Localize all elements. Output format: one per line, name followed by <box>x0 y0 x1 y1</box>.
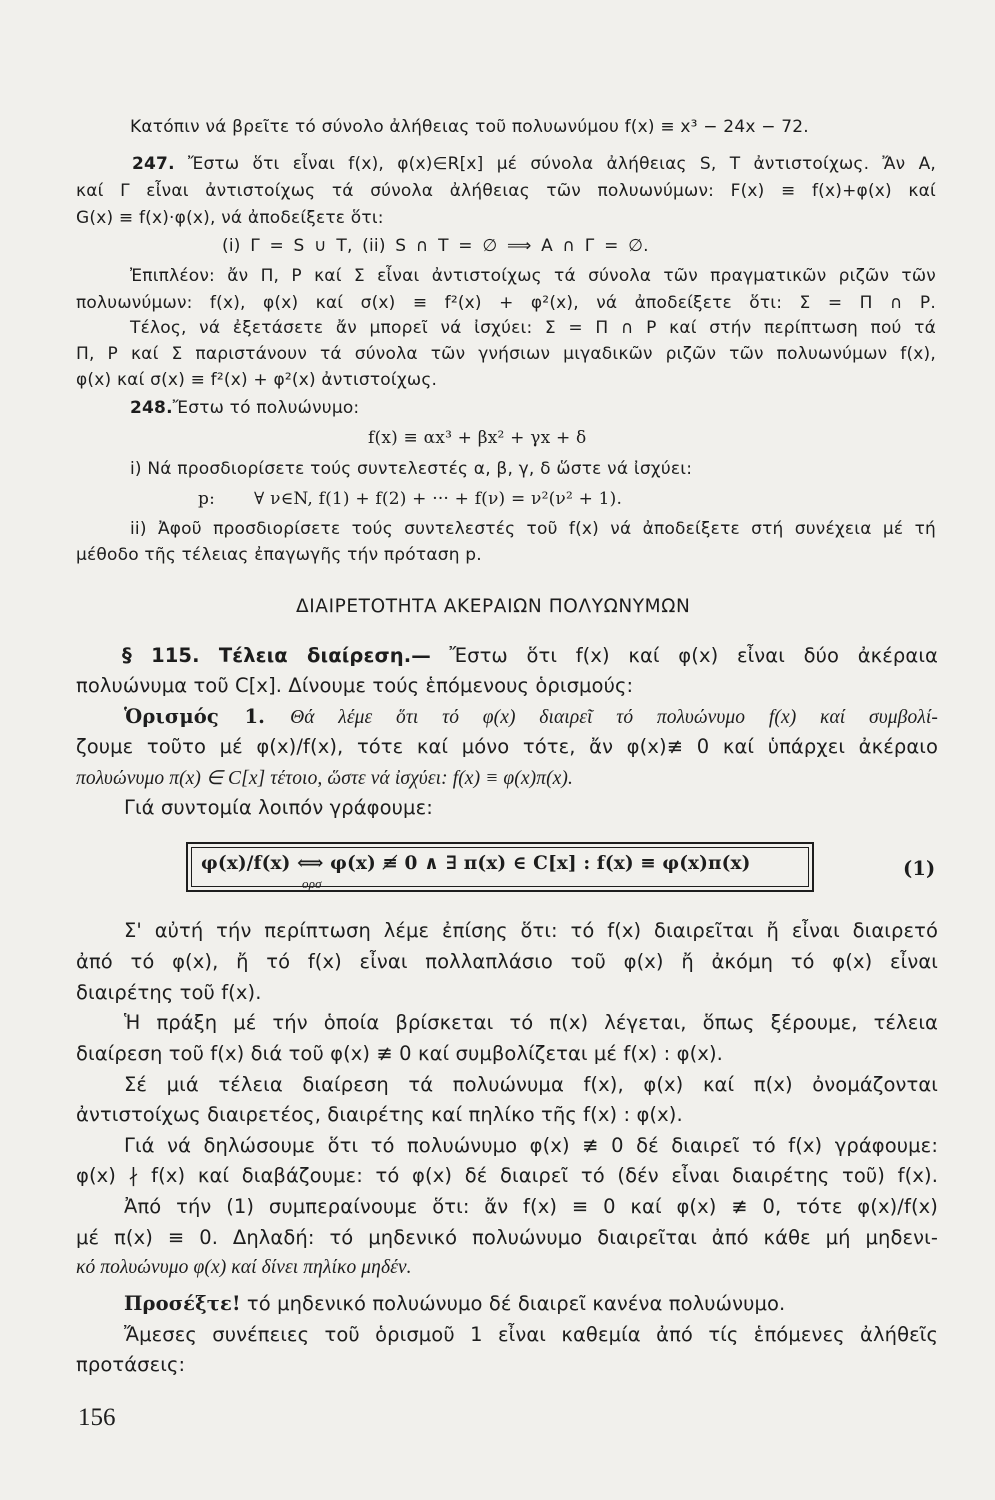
note-label: Προσέξτε! <box>124 1292 241 1315</box>
paragraph-4-line-2: φ(x) ∤ f(x) καί διαβάζουμε: τό φ(x) δέ διαιρεῖ τό (δέν εἶναι διαιρέτης τοῦ) f(x). <box>76 1164 938 1187</box>
exercise-248-line-1: 248.Ἔστω τό πολυώνυμο: <box>130 398 360 418</box>
boxed-formula-subscript: ορσ <box>302 876 322 891</box>
exercise-247-number: 247. <box>132 154 175 174</box>
exercise-247-line-8: Π, Ρ καί Σ παριστάνουν τά σύνολα τῶν γνήσιων μιγαδικῶν ριζῶν τῶν πολυωνύμων f(x), <box>76 344 936 364</box>
exercise-248-line-4: μέθοδο τῆς τέλειας ἐπαγωγῆς τήν πρόταση p. <box>76 545 482 565</box>
page-number: 156 <box>78 1404 116 1431</box>
paragraph-6-line-1: Ἄμεσες συνέπειες τοῦ ὁρισμοῦ 1 εἶναι καθεμία ἀπό τίς ἑπόμενες ἀλήθεῖς <box>124 1323 938 1346</box>
paragraph-5-line-1: Ἀπό τήν (1) συμπεραίνουμε ὅτι: ἄν f(x) ≡ 0 καί φ(x) ≢ 0, τότε φ(x)/f(x) <box>124 1195 938 1218</box>
definition-line-2: ζουμε τοῦτο μέ φ(x)/f(x), τότε καί μόνο τότε, ἄν φ(x)≢ 0 καί ὑπάρχει ἀκέραιο <box>76 735 938 758</box>
definition-line-1: Ὁρισμός 1. Θά λέμε ὅτι τό φ(x) διαιρεῖ τό πολυώνυμο f(x) καί συμβολί- <box>124 705 938 728</box>
paragraph-3-line-1: Σέ μιά τέλεια διαίρεση τά πολυώνυμα f(x), φ(x) καί π(x) ὀνομάζονται <box>124 1073 938 1096</box>
paragraph-1-line-1: Σ' αὐτή τήν περίπτωση λέμε ἐπίσης ὅτι: τό f(x) διαιρεῖται ἤ εἶναι διαιρετό <box>124 919 938 942</box>
exercise-248-number: 248. <box>130 398 173 418</box>
paragraph-4-line-1: Γιά νά δηλώσουμε ὅτι τό πολυώνυμο φ(x) ≢ 0 δέ διαιρεῖ τό f(x) γράφουμε: <box>124 1134 938 1157</box>
exercise-248-p-label: p: <box>198 489 216 509</box>
exercise-247-line-6: πολυωνύμων: f(x), φ(x) καί σ(x) ≡ f²(x) + φ²(x), νά ἀποδείξετε ὅτι: Σ = Π ∩ Ρ. <box>76 293 936 313</box>
paragraph-6-line-2: προτάσεις: <box>76 1353 186 1376</box>
note-line: Προσέξτε! τό μηδενικό πολυώνυμο δέ διαιρεῖ κανένα πολυώνυμο. <box>124 1292 786 1315</box>
exercise-247-line-7: Τέλος, νά ἐξετάσετε ἄν μπορεῖ νά ἰσχύει: Σ = Π ∩ Ρ καί στήν περίπτωση πού τά <box>130 318 936 338</box>
exercise-247-line-5: Ἐπιπλέον: ἄν Π, Ρ καί Σ εἶναι ἀντιστοίχως τά σύνολα τῶν πραγματικῶν ριζῶν τῶν <box>130 266 936 286</box>
exercise-intro: Κατόπιν νά βρεῖτε τό σύνολο ἀλήθειας τοῦ πολυωνύμου f(x) ≡ x³ − 24x − 72. <box>130 117 809 137</box>
exercise-248-line-3: ii) Ἀφοῦ προσδιορίσετε τούς συντελεστές τοῦ f(x) νά ἀποδείξετε στή συνέχεια μέ τή <box>130 519 936 539</box>
definition-label: Ὁρισμός 1. <box>124 705 266 728</box>
paragraph-5-line-3: κό πολυώνυμο φ(x) καί δίνει πηλίκο μηδέν. <box>76 1257 412 1278</box>
exercise-247-line-9: φ(x) καί σ(x) ≡ f²(x) + φ²(x) ἀντιστοίχως. <box>76 370 438 390</box>
exercise-247-line-2: καί Γ εἶναι ἀντιστοίχως τά σύνολα ἀλήθειας τῶν πολυωνύμων: F(x) ≡ f(x)+φ(x) καί <box>76 181 936 201</box>
section-line-2: πολυώνυμα τοῦ C[x]. Δίνουμε τούς ἑπόμενους ὁρισμούς: <box>76 674 634 697</box>
paragraph-5-line-2: μέ π(x) ≡ 0. Δηλαδή: τό μηδενικό πολυώνυμο διαιρεῖται ἀπό κάθε μή μηδενι- <box>76 1226 938 1249</box>
paragraph-2-line-1: Ἡ πράξη μέ τήν ὁποία βρίσκεται τό π(x) λέγεται, ὅπως ξέρουμε, τέλεια <box>124 1011 938 1034</box>
shorthand-intro: Γιά συντομία λοιπόν γράφουμε: <box>124 796 433 819</box>
exercise-248-line-2: i) Νά προσδιορίσετε τούς συντελεστές α, β, γ, δ ὥστε νά ἰσχύει: <box>130 459 693 479</box>
paragraph-2-line-2: διαίρεση τοῦ f(x) διά τοῦ φ(x) ≢ 0 καί συμβολίζεται μέ f(x) : φ(x). <box>76 1042 723 1065</box>
section-title: § 115. Τέλεια διαίρεση.— <box>122 644 431 667</box>
paragraph-1-line-2: ἀπό τό φ(x), ἤ τό f(x) εἶναι πολλαπλάσιο τοῦ φ(x) ἤ ἀκόμη τό φ(x) εἶναι <box>76 950 938 973</box>
section-heading: ΔΙΑΙΡΕΤΟΤΗΤΑ ΑΚΕΡΑΙΩΝ ΠΟΛΥΩΝΥΜΩΝ <box>296 596 691 617</box>
exercise-247-line-4: (i) Γ = S ∪ T, (ii) S ∩ T = ∅ ⟹ A ∩ Γ = ∅. <box>222 236 649 256</box>
exercise-248-p-formula: ∀ ν∈N, f(1) + f(2) + ··· + f(ν) = ν²(ν² + 1). <box>254 489 623 509</box>
boxed-formula: φ(x)/f(x) ⟺ φ(x) ≢ 0 ∧ ∃ π(x) ∈ C[x] : f(x) ≡ φ(x)π(x) <box>201 853 751 874</box>
exercise-247-line-3: G(x) ≡ f(x)·φ(x), νά ἀποδείξετε ὅτι: <box>76 208 384 228</box>
exercise-247-line-1: 247. Ἔστω ὅτι εἶναι f(x), φ(x)∈R[x] μέ σύνολα ἀλήθειας S, T ἀντιστοίχως. Ἄν A, <box>132 154 937 174</box>
exercise-248-formula: f(x) ≡ αx³ + βx² + γx + δ <box>368 428 587 448</box>
section-title-line: § 115. Τέλεια διαίρεση.— Ἔστω ὅτι f(x) καί φ(x) εἶναι δύο ἀκέραια <box>122 644 938 667</box>
definition-line-3: πολυώνυμο π(x) ∈ C[x] τέτοιο, ὥστε νά ἰσχύει: f(x) ≡ φ(x)π(x). <box>76 768 573 789</box>
equation-number: (1) <box>903 857 936 880</box>
paragraph-1-line-3: διαιρέτης τοῦ f(x). <box>76 981 262 1004</box>
paragraph-3-line-2: ἀντιστοίχως διαιρετέος, διαιρέτης καί πηλίκο τῆς f(x) : φ(x). <box>76 1103 683 1126</box>
